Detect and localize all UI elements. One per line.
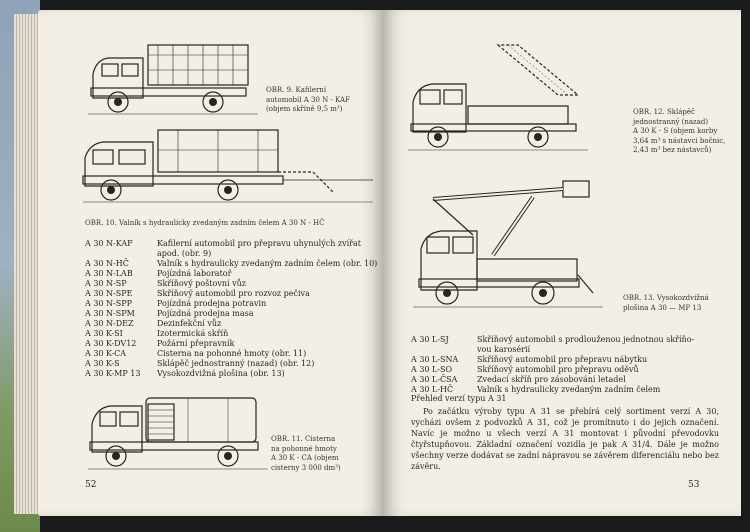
caption-line: plošina A 30 — MP 13 [623,303,702,312]
model-description: Pojízdná laboratoř [157,269,232,278]
caption-line: (objem skříně 9,5 m³) [266,105,343,113]
caption-line: OBR. 13. Vysokozdvižná [623,294,709,302]
model-description: Dezinfekční vůz [157,319,222,328]
caption-line: cisterny 3 000 dm³) [271,463,341,472]
model-description: Skříňový automobil pro přepravu nábytku [477,355,648,364]
model-description: apod. (obr. 9) [157,249,212,258]
caption-line: na pohonné hmoty [271,444,337,453]
model-code: A 30 L-HČ [411,385,454,394]
caption-line: A 30 K - CA (objem [271,454,339,462]
fig9-caption [266,86,350,115]
page-number-left: 52 [85,480,97,490]
caption-line: OBR. 9. Kafilerní [266,86,327,94]
fig11-tanker-illustration [88,390,268,475]
model-description: Pojízdná prodejna masa [157,309,254,318]
caption-line: A 30 K - S (objem korby [633,127,718,135]
model-description: Požární přepravník [157,339,235,348]
caption-line: 2,43 m³ bez nástavců) [633,146,712,154]
model-code: A 30 K-DV12 [85,339,137,348]
model-description: Valník s hydraulicky zvedaným zadním čelem (obr. 10) [157,259,378,268]
caption-line: OBR. 11. Cisterna [271,435,336,443]
fig13-caption [623,294,709,313]
section-heading: Přehled verzí typu A 31 [411,394,507,403]
model-description: Sklápěč jednostranný (nazad) (obr. 12) [157,359,315,368]
body-paragraph: Po začátku výroby typu A 31 se přebírá celý sortiment verzí A 30, vycházi ovšem z podvozků A 31, což je promítnuto i do jejich označení. Navíc je možno u všech verzí A 31 montovat i původní převodovku čtyřstupňovou. Základní označení vozidla je pak A 31/4. Dále je možno všechny verze dodávat se zadní nápravou se závěrem diferenciálu nebo bez závěru. [411,407,719,471]
model-description: Skříňový automobil s prodlouženou jednotnou skříňo- [477,335,695,344]
model-code: A 30 N-HČ [85,259,129,268]
model-description: Izotermická skříň [157,329,229,338]
model-code: A 30 N-SPP [85,299,132,308]
fig10-truck-illustration [83,128,373,208]
model-description: Zvedací skříň pro zásobování letadel [477,375,626,384]
model-description: Skříňový poštovní vůz [157,279,246,288]
book-page-edges [14,14,40,514]
model-code: A 30 N-LAB [85,269,133,278]
model-code: A 30 K-CA [85,349,127,358]
model-description: Cisterna na pohonné hmoty (obr. 11) [157,349,307,358]
caption-line: OBR. 12. Sklápěč [633,108,695,116]
right-page [383,10,741,516]
page-number-right: 53 [688,480,700,490]
model-code: A 30 L-ČSA [411,375,458,384]
model-description: vou karosérií [477,345,531,354]
caption-line: 3,64 m³ s nástavci bočnic, [633,136,726,145]
right-model-list [411,335,721,397]
fig10-caption: OBR. 10. Valník s hydraulicky zvedaným zadním čelem A 30 N - HČ [85,219,325,227]
model-description: Valník s hydraulicky zvedaným zadním čelem [477,385,661,394]
fig12-caption [633,108,725,156]
model-code: A 30 L-SNA [411,355,459,364]
model-code: A 30 N-SPM [85,309,135,318]
caption-line: jednostranný (nazad) [633,117,709,126]
model-code: A 30 L-SO [411,365,453,374]
model-code: A 30 N-DEZ [85,319,134,328]
model-code: A 30 N-KAF [85,239,133,248]
model-code: A 30 N-SPE [85,289,133,298]
left-model-list [85,239,378,389]
fig12-dump-truck-illustration [408,40,588,155]
model-code: A 30 L-SJ [411,335,449,344]
model-code: A 30 K-SI [85,329,123,338]
model-description: Pojízdná prodejna potravin [157,299,267,308]
fig11-caption [271,435,341,473]
fig9-truck-illustration [88,40,258,120]
model-code: A 30 N-SP [85,279,127,288]
left-page [38,10,383,516]
model-code: A 30 K-S [85,359,120,368]
model-description: Vysokozdvižná plošina (obr. 13) [157,369,285,378]
model-code: A 30 K-MP 13 [85,369,141,378]
caption-line: automobil A 30 N - KAF [266,95,350,104]
model-description: Skříňový automobil pro přepravu oděvů [477,365,639,374]
model-description: Skříňový automobil pro rozvoz pečiva [157,289,310,298]
fig13-aerial-platform-illustration [413,175,603,315]
model-description: Kafilerní automobil pro přepravu uhynulých zvířat [157,239,361,248]
